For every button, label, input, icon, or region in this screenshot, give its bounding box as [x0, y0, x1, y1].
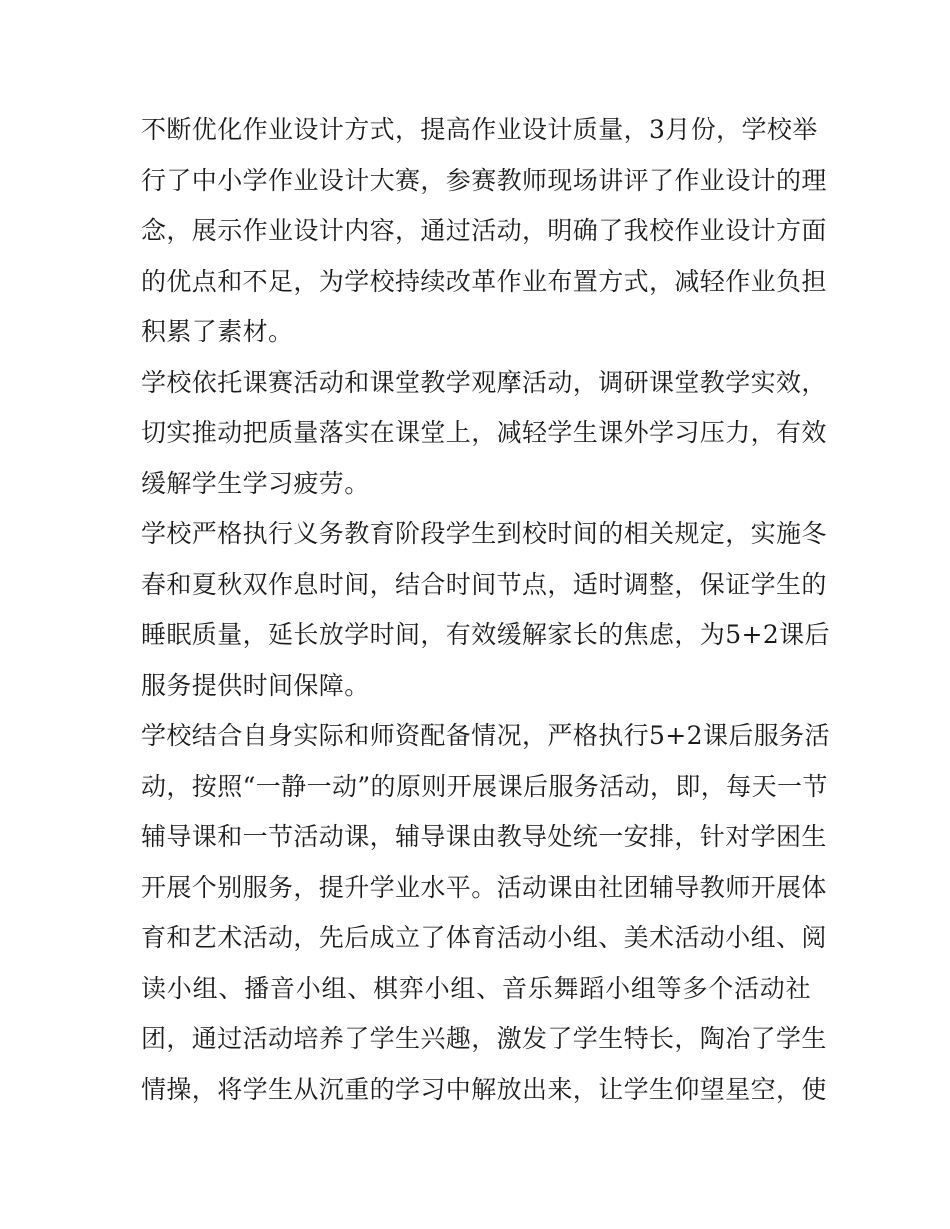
paragraph-school-schedule [141, 509, 830, 711]
text-line: 情操，将学生从沉重的学习中解放出来，让学生仰望星空，使 [141, 1074, 827, 1104]
text-line: 学校结合自身实际和师资配备情况，严格执行5+2课后服务活 [141, 721, 830, 750]
text-line: 睡眠质量，延长放学时间，有效缓解家长的焦虑，为5+2课后 [141, 620, 830, 649]
text-line: 动，按照“一静一动”的原则开展课后服务活动，即，每天一节 [141, 771, 828, 801]
text-line: 学校严格执行义务教育阶段学生到校时间的相关规定，实施冬 [141, 519, 827, 548]
text-line: 念，展示作业设计内容，通过活动，明确了我校作业设计方面 [141, 216, 827, 245]
document-body [141, 105, 830, 1115]
paragraph-classroom-teaching [141, 358, 827, 510]
text-line: 团，通过活动培养了学生兴趣，激发了学生特长，陶冶了学生 [141, 1024, 827, 1053]
text-line: 服务提供时间保障。 [141, 670, 370, 700]
paragraph-homework-design [141, 105, 827, 358]
text-line: 开展个别服务，提升学业水平。活动课由社团辅导教师开展体 [141, 872, 827, 902]
text-line: 的优点和不足，为学校持续改革作业布置方式，减轻作业负担 [141, 266, 827, 296]
text-line: 育和艺术活动，先后成立了体育活动小组、美术活动小组、阅 [141, 923, 827, 952]
text-line: 不断优化作业设计方式，提高作业设计质量，3月份，学校举 [141, 115, 818, 144]
text-line: 辅导课和一节活动课，辅导课由教导处统一安排，针对学困生 [141, 822, 827, 851]
text-line: 缓解学生学习疲劳。 [141, 468, 370, 498]
text-line: 积累了素材。 [141, 317, 294, 346]
paragraph-after-school-service [141, 711, 830, 1115]
text-line: 学校依托课赛活动和课堂教学观摩活动，调研课堂教学实效， [141, 367, 827, 397]
text-line: 春和夏秋双作息时间，结合时间节点，适时调整，保证学生的 [141, 569, 827, 599]
text-line: 行了中小学作业设计大赛，参赛教师现场讲评了作业设计的理 [141, 165, 827, 195]
text-line: 切实推动把质量落实在课堂上，减轻学生课外学习压力，有效 [141, 418, 827, 447]
text-line: 读小组、播音小组、棋弈小组、音乐舞蹈小组等多个活动社 [141, 973, 811, 1003]
